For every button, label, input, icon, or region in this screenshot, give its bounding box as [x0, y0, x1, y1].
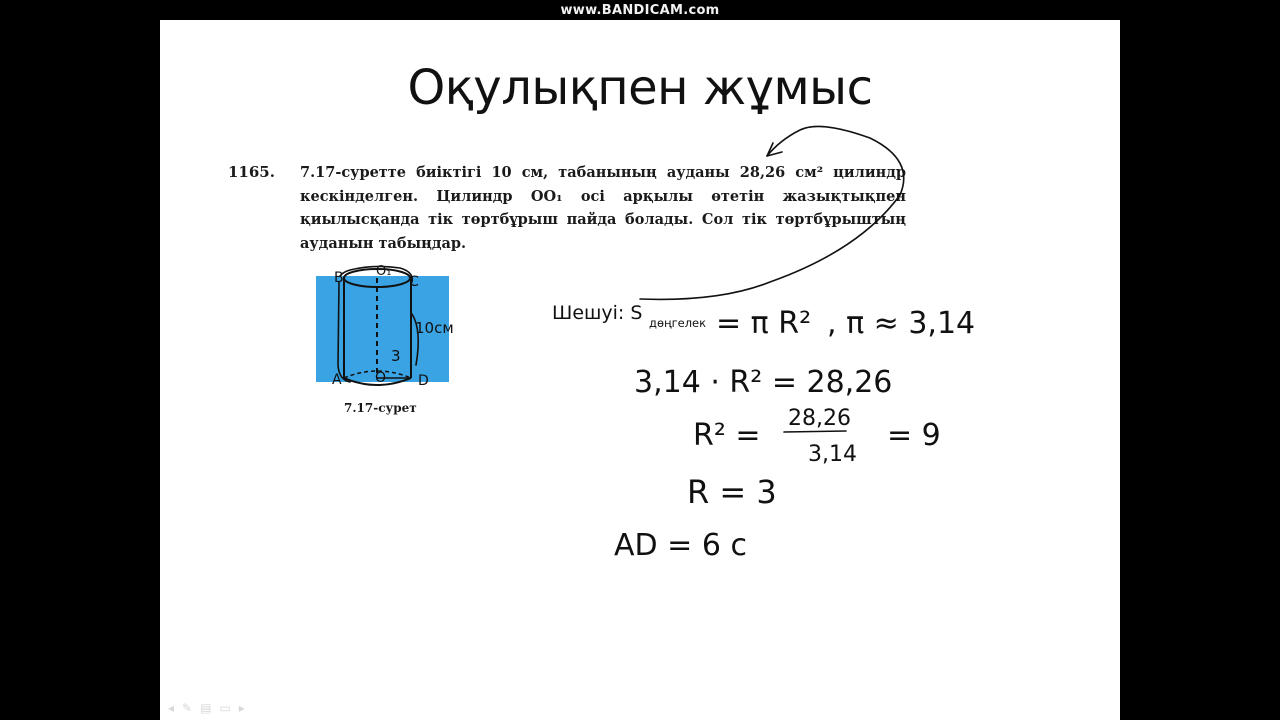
bandicam-watermark: www.BANDICAM.com	[560, 3, 720, 18]
pen-icon[interactable]: ✎	[182, 701, 193, 715]
solution-pi-value: , π ≈ 3,14	[827, 306, 976, 341]
figure-caption: 7.17-сурет	[344, 401, 417, 415]
menu-icon[interactable]: ▤	[200, 701, 212, 715]
problem-line-3: қиылысқанда тік төртбұрыш пайда болады. Сол тік төртбұрыштың	[300, 211, 906, 228]
problem-line-1: 7.17-суретте биіктігі 10 см, табанының ауданы 28,26 см² цилиндр	[300, 164, 906, 181]
cylinder-figure	[160, 20, 1120, 720]
radius-label: 3	[391, 347, 401, 365]
slide-title: Оқулықпен жұмыс	[407, 60, 873, 116]
solution-step-3: R = 3	[687, 473, 777, 511]
solution-step-2-num: 28,26	[788, 406, 851, 431]
arrow-right-icon[interactable]: ▸	[238, 701, 245, 715]
label-a: A	[332, 372, 342, 388]
solution-step-2-den: 3,14	[808, 442, 857, 467]
label-o1: O₁	[376, 264, 392, 279]
label-o: O	[375, 370, 387, 386]
problem-line-4: ауданын табыңдар.	[300, 234, 467, 252]
arrow-left-icon[interactable]: ◂	[168, 701, 175, 715]
solution-step-4: AD = 6 с	[614, 528, 747, 563]
fraction-bar	[784, 431, 846, 432]
solution-step-1: 3,14 · R² = 28,26	[634, 365, 893, 400]
solution-step-2-rhs: = 9	[887, 418, 941, 453]
annotation-arrow	[640, 126, 904, 299]
label-b: B	[334, 270, 344, 286]
solution-formula: = π R²	[716, 306, 812, 341]
screen-icon[interactable]: ▭	[219, 701, 231, 715]
slideshow-toolbar	[168, 700, 245, 716]
solution-subscript: дөңгелек	[649, 316, 707, 330]
presentation-slide	[160, 20, 1120, 720]
height-label: 10см	[415, 319, 454, 337]
label-c: C	[409, 274, 419, 290]
problem-line-2: кескінделген. Цилиндр OO₁ осі арқылы өтетін жазықтықпен	[300, 187, 906, 205]
problem-number: 1165.	[228, 163, 275, 181]
solution-label: Шешуі: S	[552, 302, 643, 324]
label-d: D	[418, 373, 429, 389]
solution-step-2-lhs: R² =	[693, 418, 761, 453]
